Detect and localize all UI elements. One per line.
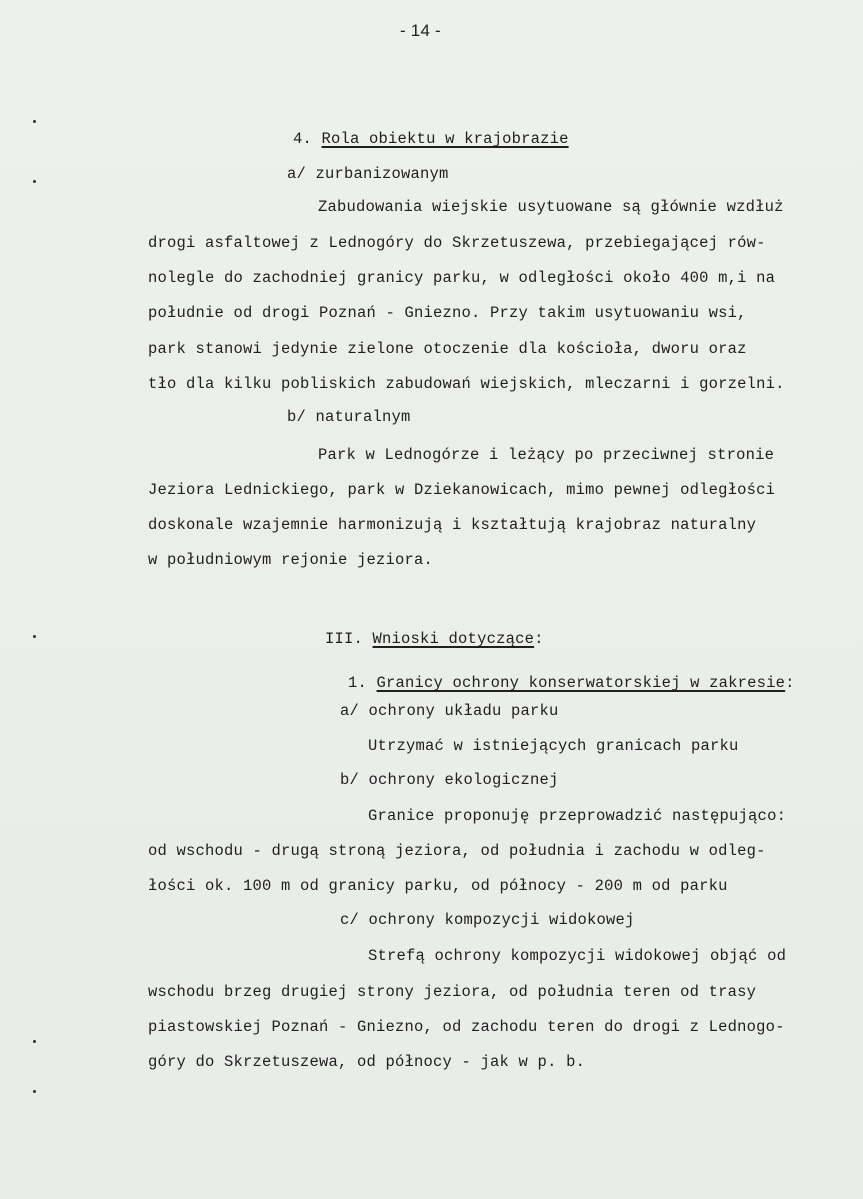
paragraph-line: góry do Skrzetuszewa, od północy - jak w p. b.: [148, 1053, 586, 1071]
paragraph-line: Jeziora Lednickiego, park w Dziekanowicach, mimo pewnej odległości: [148, 481, 776, 499]
paragraph-line: Park w Lednogórze i leżący po przeciwnej stronie: [318, 446, 775, 464]
section-4-number: 4.: [293, 130, 313, 148]
section-4-title: Rola obiektu w krajobrazie: [321, 130, 569, 148]
paragraph-line: piastowskiej Poznań - Gniezno, od zachodu teren do drogi z Lednogo-: [148, 1018, 785, 1036]
paragraph-line: od wschodu - drugą stroną jeziora, od południa i zachodu w odleg-: [148, 842, 766, 860]
section-iii-1-heading: 1. Granicy ochrony konserwatorskiej w zakresie:: [348, 674, 795, 692]
paragraph-line: nolegle do zachodniej granicy parku, w odległości około 400 m,i na: [148, 269, 776, 287]
subsection-a-heading: a/ zurbanizowanym: [287, 165, 449, 183]
paragraph-line: w południowym rejonie jeziora.: [148, 551, 434, 569]
section-iii-heading: III. Wnioski dotyczące:: [325, 630, 544, 648]
section-iii-1-number: 1.: [348, 674, 368, 692]
paragraph-line: Zabudowania wiejskie usytuowane są głównie wzdłuż: [318, 198, 784, 216]
paragraph-line: park stanowi jedynie zielone otoczenie dla kościoła, dworu oraz: [148, 340, 747, 358]
paragraph-line: Strefą ochrony kompozycji widokowej objąć od: [368, 947, 787, 965]
paragraph-line: Granice proponuję przeprowadzić następująco:: [368, 807, 787, 825]
paragraph-line: Utrzymać w istniejących granicach parku: [368, 737, 739, 755]
section-iii-1-title: Granicy ochrony konserwatorskiej w zakresie: [376, 674, 786, 692]
section-iii-number: III.: [325, 630, 364, 648]
paragraph-line: tło dla kilku pobliskich zabudowań wiejskich, mleczarni i gorzelni.: [148, 375, 785, 393]
paragraph-line: doskonale wzajemnie harmonizują i kształtują krajobraz naturalny: [148, 516, 757, 534]
margin-mark: [33, 180, 36, 183]
margin-mark: [33, 1040, 36, 1043]
section-iii-title: Wnioski dotyczące: [372, 630, 535, 648]
item-c-heading: c/ ochrony kompozycji widokowej: [340, 911, 635, 929]
paragraph-line: południe od drogi Poznań - Gniezno. Przy takim usytuowaniu wsi,: [148, 304, 747, 322]
margin-mark: [33, 635, 36, 638]
page-number: - 14 -: [400, 21, 441, 40]
subsection-b-heading: b/ naturalnym: [287, 408, 411, 426]
section-4-heading: [255, 112, 569, 166]
margin-mark: [33, 1090, 36, 1093]
paragraph-line: drogi asfaltowej z Lednogóry do Skrzetuszewa, przebiegającej rów-: [148, 234, 766, 252]
paragraph-line: łości ok. 100 m od granicy parku, od północy - 200 m od parku: [148, 877, 728, 895]
paragraph-line: wschodu brzeg drugiej strony jeziora, od południa teren od trasy: [148, 983, 757, 1001]
item-a-heading: a/ ochrony układu parku: [340, 702, 559, 720]
margin-mark: [33, 120, 36, 123]
item-b-heading: b/ ochrony ekologicznej: [340, 771, 559, 789]
